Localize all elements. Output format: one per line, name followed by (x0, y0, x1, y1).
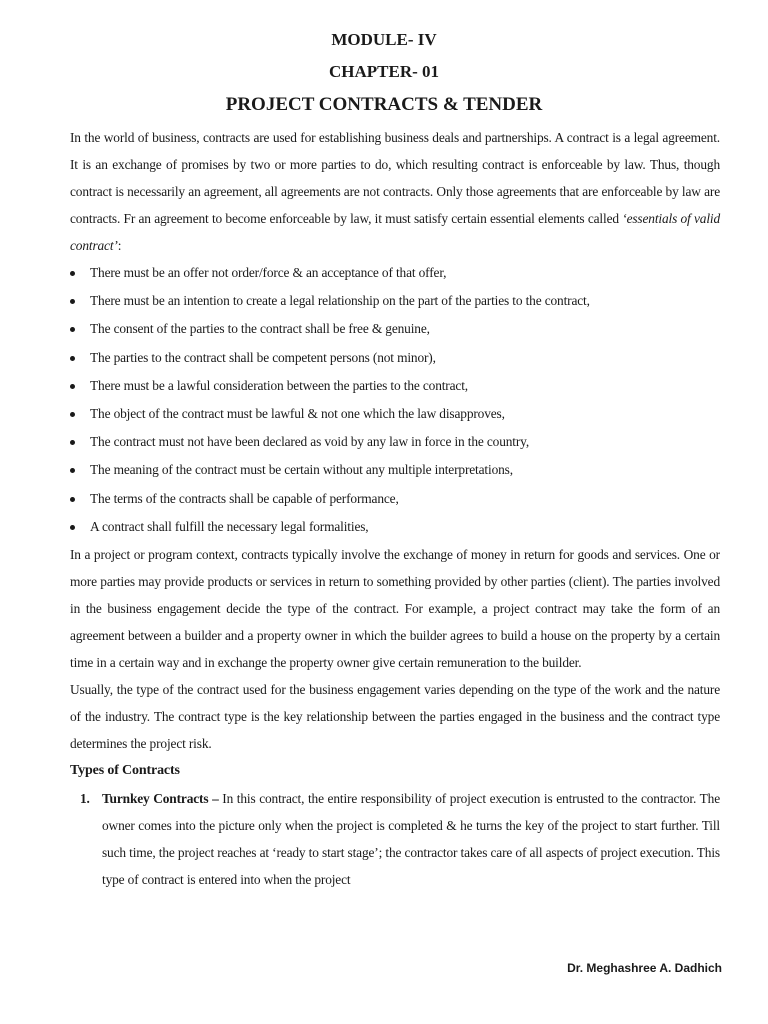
bullet-icon (70, 497, 75, 502)
list-item (70, 315, 720, 343)
list-item (70, 372, 720, 400)
bullet-icon (70, 468, 75, 473)
bullet-icon (70, 327, 75, 332)
list-item (70, 785, 720, 893)
intro-paragraph (70, 124, 720, 259)
bullet-icon (70, 525, 75, 530)
list-item-text: There must be an intention to create a legal relationship on the part of the parties to the contract, (90, 293, 590, 309)
bullet-icon (70, 440, 75, 445)
essentials-list (70, 259, 720, 541)
list-item-text: The meaning of the contract must be certain without any multiple interpretations, (90, 462, 513, 478)
list-item-text: There must be an offer not order/force & an acceptance of that offer, (90, 265, 447, 280)
list-item (70, 456, 720, 484)
intro-text: In the world of business, contracts are used for establishing business deals and partnerships. A contract is a legal agreement. It is an exchange of promises by two or more parties to do, which resulting contract is enforceable by law. Thus, though contract is necessarily an agreement, all agreements are not contracts. Only those agreements that are enforceable by law are contracts. Fr an agreement to become enforceable by law, it must satisfy certain essential elements called (70, 130, 720, 226)
list-item (70, 513, 720, 541)
module-heading: MODULE- IV (331, 30, 437, 49)
list-item (70, 400, 720, 428)
intro-emphasis: ‘essentials of valid contract’ (70, 211, 720, 253)
project-context-paragraph: In a project or program context, contracts typically involve the exchange of money in return for goods and services. One or more parties may provide products or services in return to something provided by other parties (client). The parties involved in the business engagement decide the type of the contract. For example, a project contract may take the form of an agreement between a builder and a property owner in which the builder agrees to build a house on the property by a certain time in a certain way and in exchange the property owner give certain remuneration to the builder. (70, 546, 720, 670)
list-item-text: There must be a lawful consideration between the parties to the contract, (90, 377, 468, 393)
contract-types-list (70, 785, 720, 893)
bullet-icon (70, 271, 75, 276)
list-item (70, 287, 720, 315)
intro-tail: : (117, 238, 122, 253)
list-item-text: The object of the contract must be lawful & not one which the law disapproves, (90, 405, 505, 421)
list-item (70, 428, 720, 456)
list-item (70, 259, 720, 287)
footer-author: Dr. Meghashree A. Dadhich (567, 961, 722, 975)
page-title: PROJECT CONTRACTS & TENDER (225, 94, 543, 115)
list-item-term: Turnkey Contracts – (102, 790, 219, 806)
list-item-text: In this contract, the entire responsibility of project execution is entrusted to the contractor. The owner comes into the picture only when the project is completed & he turns the key of the project to start further. Till such time, the project reaches at ‘ready to start stage’; the contractor takes care of all aspects of project execution. This type of contract is entered into when the project (102, 790, 720, 887)
contract-type-paragraph: Usually, the type of the contract used for the business engagement varies depending on the type of the work and the nature of the industry. The contract type is the key relationship between the parties engaged in the business and the contract type determines the project risk. (70, 681, 720, 751)
list-item-number: 1. (80, 790, 90, 806)
types-heading: Types of Contracts (70, 762, 180, 778)
bullet-icon (70, 356, 75, 361)
list-item-text: A contract shall fulfill the necessary legal formalities, (90, 518, 369, 534)
list-item-text: The parties to the contract shall be competent persons (not minor), (90, 349, 436, 365)
list-item-text: The terms of the contracts shall be capable of performance, (90, 490, 399, 506)
list-item (70, 344, 720, 372)
chapter-heading: CHAPTER- 01 (328, 62, 440, 81)
list-item-text: The consent of the parties to the contract shall be free & genuine, (90, 321, 430, 337)
bullet-icon (70, 299, 75, 304)
document-body (70, 124, 720, 893)
list-item (70, 485, 720, 513)
bullet-icon (70, 384, 75, 389)
bullet-icon (70, 412, 75, 417)
list-item-text: The contract must not have been declared as void by any law in force in the country, (90, 434, 530, 450)
